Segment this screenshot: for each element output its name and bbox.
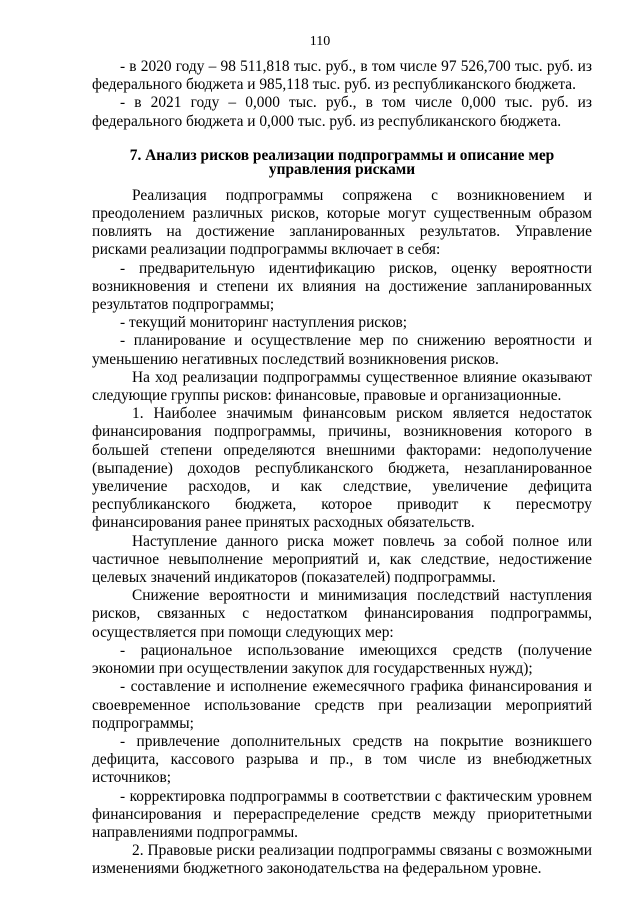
document-body <box>92 58 592 879</box>
list-item: - рациональное использование имеющихся средств (получение экономии при осуществлении закупок для государственных нужд); <box>92 641 592 678</box>
funding-line-2020: - в 2020 году – 98 511,818 тыс. руб., в том числе 97 526,700 тыс. руб. из федерального бюджета и 985,118 тыс. руб. из республиканского бюджета. <box>92 58 592 94</box>
list-item: - корректировка подпрограммы в соответствии с фактическим уровнем финансирования и перераспределение средств между приоритетными направлениями подпрограммы. <box>92 787 592 841</box>
list-item: - привлечение дополнительных средств на покрытие возникшего дефицита, кассового разрыва и пр., в том числе из внебюджетных источников; <box>92 732 592 787</box>
paragraph-mitigation: Снижение вероятности и минимизация последствий наступления рисков, связанных с недостатком финансирования подпрограммы, осуществляется при помощи следующих мер: <box>92 587 592 641</box>
paragraph-financial-risk: 1. Наиболее значимым финансовым риском является недостаток финансирования подпрограммы, причины, возникновения которого в большей степени определяются внешними факторами: недополучение (выпадение) доходов республиканского бюджета, незапланированное увеличение расходов, и как следствие, увеличение дефицита республиканского бюджета, которое приводит к пересмотру финансирования ранее принятых расходных обязательств. <box>92 405 592 532</box>
paragraph-intro: Реализация подпрограммы сопряжена с возникновением и преодолением различных рисков, которые могут существенным образом повлиять на достижение запланированных результатов. Управление рисками реализации подпрограммы включает в себя: <box>92 186 592 259</box>
paragraph-risk-groups: На ход реализации подпрограммы существенное влияние оказывают следующие группы рисков: финансовые, правовые и организационные. <box>92 368 592 405</box>
list-item: - составление и исполнение ежемесячного графика финансирования и своевременное использование средств при реализации мероприятий подпрограммы; <box>92 678 592 732</box>
paragraph-legal-risk: 2. Правовые риски реализации подпрограммы связаны с возможными изменениями бюджетного законодательства на федеральном уровне. <box>92 842 592 878</box>
funding-line-2021: - в 2021 году – 0,000 тыс. руб., в том числе 0,000 тыс. руб. из федерального бюджета и 0,000 тыс. руб. из республиканского бюджета. <box>92 94 592 130</box>
list-item: - планирование и осуществление мер по снижению вероятности и уменьшению негативных последствий возникновения рисков. <box>92 332 592 368</box>
list-item: - текущий мониторинг наступления рисков; <box>120 314 408 332</box>
page-number: 110 <box>309 34 331 49</box>
section-title: 7. Анализ рисков реализации подпрограммы и описание мер управления рисками <box>129 146 555 178</box>
paragraph-consequences: Наступление данного риска может повлечь за собой полное или частичное невыполнение мероприятий и, как следствие, недостижение целевых значений индикаторов (показателей) подпрограммы. <box>92 532 592 587</box>
list-item: - предварительную идентификацию рисков, оценку вероятности возникновения и степени их влияния на достижение запланированных результатов подпрограммы; <box>92 259 592 314</box>
